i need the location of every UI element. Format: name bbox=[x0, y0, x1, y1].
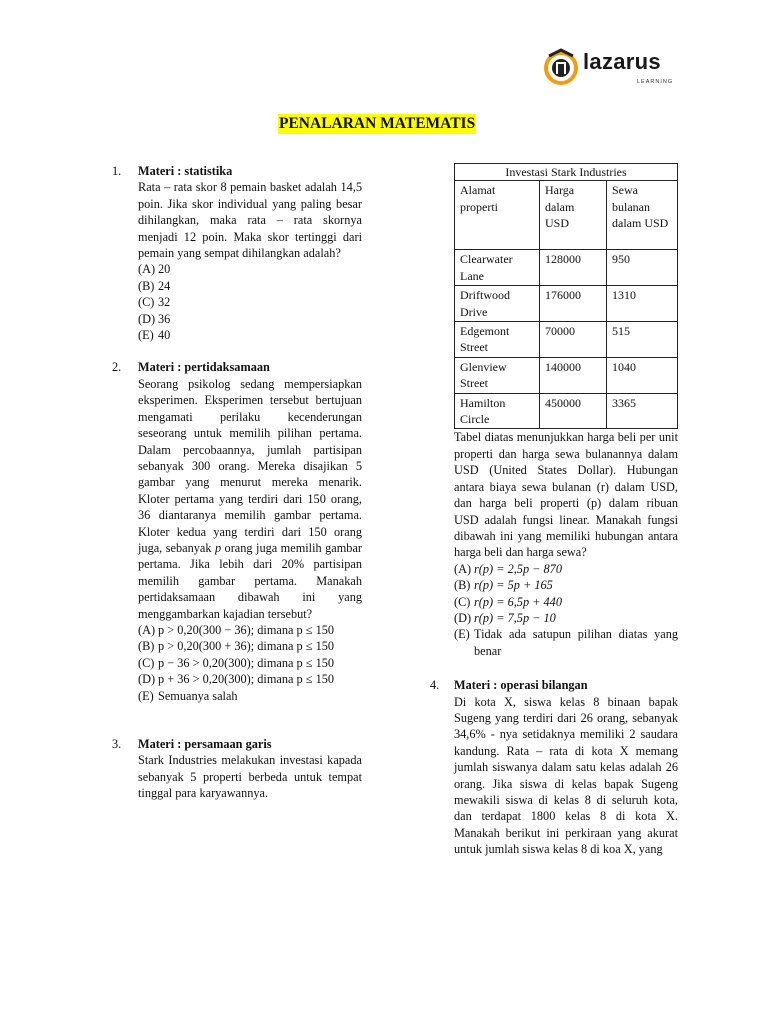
question-4 bbox=[430, 677, 678, 857]
table-cell: Edgemont Street bbox=[455, 322, 540, 358]
question-topic: Materi : statistika bbox=[138, 164, 233, 178]
option-a[interactable] bbox=[454, 561, 678, 577]
question-text: Stark Industries melakukan investasi kapada sebanyak 5 properti berbeda untuk tempat tinggal para karyawannya. bbox=[138, 753, 362, 801]
option-d[interactable] bbox=[138, 671, 362, 687]
question-2 bbox=[112, 359, 362, 704]
option-b[interactable] bbox=[138, 278, 362, 294]
table-cell: 450000 bbox=[540, 393, 607, 429]
option-text: r(p) = 7,5p − 10 bbox=[474, 610, 556, 625]
table-cell: Clearwater Lane bbox=[455, 250, 540, 286]
table-row bbox=[455, 393, 678, 429]
option-label: (A) bbox=[454, 561, 472, 576]
table-header-row bbox=[455, 181, 678, 250]
question-text bbox=[138, 376, 362, 622]
option-label: (E) bbox=[138, 688, 154, 703]
option-label: (B) bbox=[138, 278, 155, 293]
table-cell: 70000 bbox=[540, 322, 607, 358]
option-text: 20 bbox=[158, 262, 171, 277]
left-column bbox=[112, 163, 362, 802]
option-label: (B) bbox=[138, 639, 155, 654]
question-text: Tabel diatas menunjukkan harga beli per unit properti dan harga sewa bulanannya dalam USD (United States Dollar). Hubungan antara biaya sewa bulanan (r) dalam USD, dan harga beli properti (p) dalam ribuan USD adalah fungsi linear. Manakah fungsi dibawah ini yang memiliki hubungan antara harga beli dan harga sewa? bbox=[454, 430, 678, 560]
logo-subtext: LEARNING bbox=[637, 79, 674, 85]
page-title: PENALARAN MATEMATIS bbox=[279, 115, 476, 132]
option-text: r(p) = 2,5p − 870 bbox=[474, 561, 562, 576]
option-label: (B) bbox=[454, 578, 471, 593]
option-c[interactable] bbox=[454, 594, 678, 610]
table-cell: 140000 bbox=[540, 357, 607, 393]
question-variable: p bbox=[214, 540, 222, 555]
option-a[interactable] bbox=[138, 261, 362, 277]
option-label: (C) bbox=[454, 594, 471, 609]
option-label: (E) bbox=[138, 328, 154, 343]
option-text: p > 0,20(300 + 36); dimana p ≤ 150 bbox=[158, 639, 335, 654]
table-cell: 1040 bbox=[607, 357, 678, 393]
question-number: 2. bbox=[112, 360, 122, 375]
option-b[interactable] bbox=[454, 577, 678, 593]
option-e[interactable] bbox=[138, 327, 362, 343]
option-text: p > 0,20(300 − 36); dimana p ≤ 150 bbox=[158, 622, 335, 637]
table-row bbox=[455, 286, 678, 322]
option-label: (E) bbox=[454, 627, 470, 642]
table-cell: Glenview Street bbox=[455, 357, 540, 393]
question-text-part: Seorang psikolog sedang mempersiapkan eksperimen. Eksperimen tersebut bertujuan mengamati perilaku kecenderungan seseorang untuk memilih pilihan pertama. Dalam percobaannya, jumlah partisipan sebanyak 300 orang. Mereka disajikan 5 gambar yang menurut mereka menarik. Kloter pertama yang terdiri dari 150 orang, 36 diantaranya memilih gambar pertama. Kloter kedua yang terdiri dari 150 orang juga, sebanyak bbox=[138, 376, 362, 555]
table-cell: 1310 bbox=[607, 286, 678, 322]
option-label: (D) bbox=[138, 311, 156, 326]
option-text: 32 bbox=[158, 295, 171, 310]
lazarus-logo-icon bbox=[543, 48, 579, 86]
table-row bbox=[455, 250, 678, 286]
table-cell: 950 bbox=[607, 250, 678, 286]
option-text: 36 bbox=[158, 311, 171, 326]
question-3 bbox=[112, 736, 362, 802]
option-text: 24 bbox=[158, 278, 171, 293]
question-1 bbox=[112, 163, 362, 343]
table-cell: 3365 bbox=[607, 393, 678, 429]
question-number: 1. bbox=[112, 164, 122, 178]
logo-text: lazarus bbox=[583, 49, 661, 74]
option-label: (D) bbox=[454, 610, 472, 625]
option-e[interactable] bbox=[454, 626, 678, 659]
question-text: Rata – rata skor 8 pemain basket adalah 14,5 poin. Jika skor individual yang paling besar dihilangkan, maka rata – rata skornya menjadi 12 poin. Maka skor tertinggi dari pemain yang sempat dihilangkan adalah? bbox=[138, 180, 362, 261]
option-a[interactable] bbox=[138, 622, 362, 638]
option-c[interactable] bbox=[138, 294, 362, 310]
option-label: (C) bbox=[138, 655, 155, 670]
lazarus-logo bbox=[543, 46, 683, 90]
question-text: Di kota X, siswa kelas 8 binaan bapak Sugeng yang terdiri dari 26 orang, sebanyak 34,6% - nya setidaknya memiliki 2 saudara kandung. Rata – rata di kota X memang jumlah siswanya dalam satu kelas adalah 26 orang. Jika siswa di kelas bapak Sugeng mewakili siswa di kelas 8 di seluruh kota, dan terdapat 1800 kelas 8 di kota X. Manakah berikut ini perkiraan yang akurat untuk jumlah siswa kelas 8 di koa X, yang bbox=[454, 694, 678, 857]
table-cell: 176000 bbox=[540, 286, 607, 322]
table-row bbox=[455, 357, 678, 393]
option-text: Tidak ada satupun pilihan diatas yang benar bbox=[474, 627, 678, 658]
table-header-cell: Sewa bulanan dalam USD bbox=[607, 181, 678, 250]
right-column bbox=[430, 163, 678, 858]
option-c[interactable] bbox=[138, 655, 362, 671]
option-label: (D) bbox=[138, 672, 156, 687]
question-number: 4. bbox=[430, 678, 440, 693]
option-label: (A) bbox=[138, 622, 156, 637]
question-3-continued bbox=[454, 429, 678, 659]
question-topic: Materi : operasi bilangan bbox=[454, 678, 588, 693]
question-topic: Materi : pertidaksamaan bbox=[138, 360, 270, 375]
question-text-part: orang juga memilih gambar pertama. Jika lebih dari 20% partisipan memilih gambar pertama. Manakah pertidaksamaan dibawah ini yang menggambarkan kajadian tersebut? bbox=[138, 540, 362, 621]
question-number: 3. bbox=[112, 737, 122, 751]
option-text: r(p) = 6,5p + 440 bbox=[474, 594, 562, 609]
option-text: Semuanya salah bbox=[158, 688, 238, 703]
option-b[interactable] bbox=[138, 638, 362, 654]
option-label: (A) bbox=[138, 262, 156, 277]
option-e[interactable] bbox=[138, 688, 362, 704]
table-cell: 128000 bbox=[540, 250, 607, 286]
option-d[interactable] bbox=[454, 610, 678, 626]
table-header-cell: Alamat properti bbox=[455, 181, 540, 250]
option-text: p + 36 > 0,20(300); dimana p ≤ 150 bbox=[158, 672, 335, 687]
table-caption: Investasi Stark Industries bbox=[455, 164, 678, 181]
table-row bbox=[455, 322, 678, 358]
table-cell: Hamilton Circle bbox=[455, 393, 540, 429]
option-text: 40 bbox=[158, 328, 171, 343]
table-cell: Driftwood Drive bbox=[455, 286, 540, 322]
option-text: r(p) = 5p + 165 bbox=[474, 578, 553, 593]
question-topic: Materi : persamaan garis bbox=[138, 737, 272, 751]
investment-table bbox=[454, 163, 678, 429]
option-text: p − 36 > 0,20(300); dimana p ≤ 150 bbox=[158, 655, 335, 670]
option-d[interactable] bbox=[138, 311, 362, 327]
table-header-cell: Harga dalam USD bbox=[540, 181, 607, 250]
table-cell: 515 bbox=[607, 322, 678, 358]
option-label: (C) bbox=[138, 295, 155, 310]
